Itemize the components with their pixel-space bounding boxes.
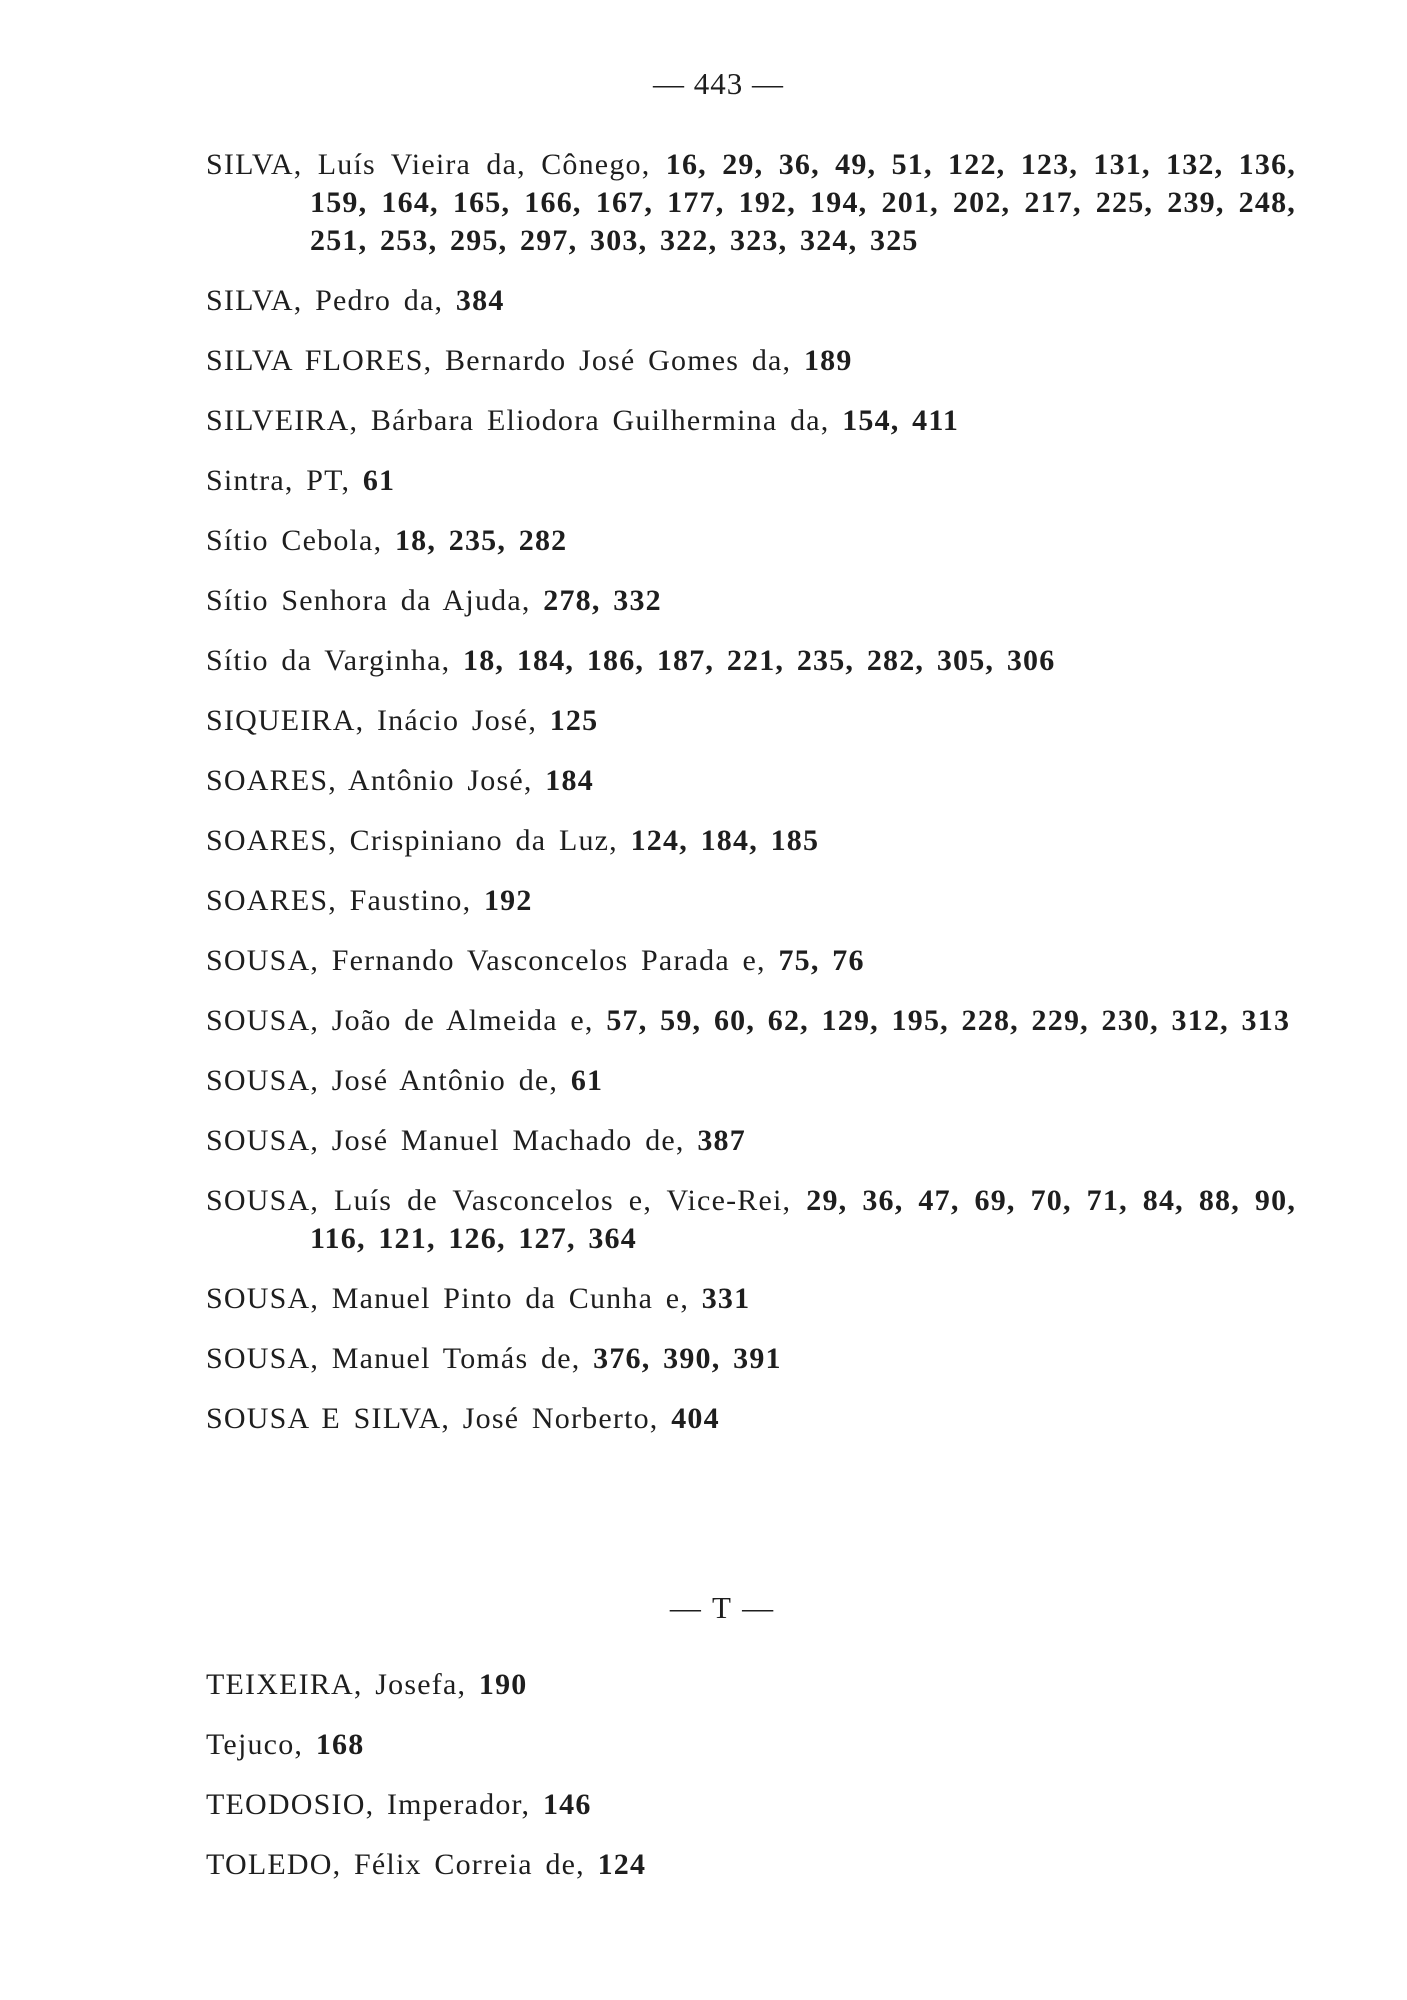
entry-pages: 190	[478, 1668, 528, 1701]
index-entry	[206, 882, 1296, 920]
index-entry	[206, 1400, 1296, 1438]
entry-name: SOARES, Faustino,	[206, 884, 472, 917]
entry-name: SILVEIRA, Bárbara Eliodora Guilhermina da,	[206, 404, 830, 437]
entry-pages: 61	[570, 1064, 604, 1097]
entry-name: SOUSA, Manuel Pinto da Cunha e,	[206, 1282, 690, 1315]
index-entry	[206, 1280, 1296, 1318]
index-entry	[206, 462, 1296, 500]
index-entry	[206, 402, 1296, 440]
entry-name: SILVA, Luís Vieira da, Cônego,	[206, 148, 651, 181]
index-entry	[206, 1726, 1296, 1764]
index-entry	[206, 942, 1296, 980]
entry-name: SILVA FLORES, Bernardo José Gomes da,	[206, 344, 792, 377]
index-entry	[206, 1122, 1296, 1160]
entry-name: Sintra, PT,	[206, 464, 351, 497]
entry-pages: 125	[549, 704, 599, 737]
index-entries-s	[206, 146, 1296, 1460]
entry-pages: 124, 184, 185	[630, 824, 820, 857]
index-entry	[206, 822, 1296, 860]
index-entry	[206, 1062, 1296, 1100]
index-entry	[206, 1340, 1296, 1378]
entry-pages: 184	[545, 764, 594, 797]
entry-pages: 61	[362, 464, 396, 497]
index-entry	[206, 582, 1296, 620]
entry-name: SILVA, Pedro da,	[206, 284, 444, 317]
entry-pages: 331	[701, 1282, 751, 1315]
entry-name: SOUSA E SILVA, José Norberto,	[206, 1402, 659, 1435]
index-entries-t	[206, 1666, 1296, 1906]
entry-name: SOUSA, Fernando Vasconcelos Parada e,	[206, 944, 766, 977]
entry-pages: 404	[671, 1402, 720, 1435]
index-entry	[206, 1666, 1296, 1704]
index-entry	[206, 1846, 1296, 1884]
entry-pages: 124	[597, 1848, 647, 1881]
entry-pages: 384	[455, 284, 505, 317]
entry-pages: 75, 76	[778, 944, 865, 977]
entry-pages: 376, 390, 391	[593, 1342, 782, 1375]
index-entry	[206, 642, 1296, 680]
section-heading-t: — T —	[669, 1590, 776, 1625]
entry-name: SOUSA, José Antônio de,	[206, 1064, 559, 1097]
index-entry	[206, 702, 1296, 740]
entry-pages: 57, 59, 60, 62, 129, 195, 228, 229, 230, 312, 313	[606, 1004, 1291, 1037]
entry-name: SOUSA, Manuel Tomás de,	[206, 1342, 581, 1375]
index-entry	[206, 146, 1296, 260]
entry-name: SOUSA, José Manuel Machado de,	[206, 1124, 685, 1157]
entry-name: Sítio Senhora da Ajuda,	[206, 584, 531, 617]
entry-pages: 192	[483, 884, 533, 917]
index-entry	[206, 1182, 1296, 1258]
entry-name: TOLEDO, Félix Correia de,	[206, 1848, 585, 1881]
entry-pages: 387	[697, 1124, 746, 1157]
entry-name: SOUSA, João de Almeida e,	[206, 1004, 594, 1037]
entry-pages: 29, 36, 47, 69, 70, 71, 84, 88, 90, 116, 121, 126, 127, 364	[310, 1184, 1297, 1255]
entry-name: SOARES, Antônio José,	[206, 764, 533, 797]
page-number: — 443 —	[653, 66, 784, 101]
entry-name: TEODOSIO, Imperador,	[206, 1788, 531, 1821]
entry-pages: 18, 235, 282	[394, 524, 568, 557]
entry-pages: 16, 29, 36, 49, 51, 122, 123, 131, 132, 136, 159, 164, 165, 166, 167, 177, 192, 194, 201, 202, 217, 225, 239, 248, 251, 253, 295, 297, 303, 322, 323, 324, 325	[310, 148, 1296, 257]
entry-name: Tejuco,	[206, 1728, 304, 1761]
index-entry	[206, 1786, 1296, 1824]
entry-name: SOUSA, Luís de Vasconcelos e, Vice-Rei,	[206, 1184, 792, 1217]
entry-pages: 168	[315, 1728, 365, 1761]
entry-pages: 18, 184, 186, 187, 221, 235, 282, 305, 306	[463, 644, 1056, 677]
entry-name: TEIXEIRA, Josefa,	[206, 1668, 467, 1701]
index-entry	[206, 342, 1296, 380]
index-entry	[206, 282, 1296, 320]
entry-pages: 146	[542, 1788, 592, 1821]
entry-pages: 189	[803, 344, 853, 377]
entry-name: Sítio da Varginha,	[206, 644, 451, 677]
index-entry	[206, 1002, 1296, 1040]
index-entry	[206, 762, 1296, 800]
index-entry	[206, 522, 1296, 560]
entry-pages: 154, 411	[842, 404, 960, 437]
entry-name: SOARES, Crispiniano da Luz,	[206, 824, 618, 857]
entry-name: Sítio Cebola,	[206, 524, 383, 557]
entry-name: SIQUEIRA, Inácio José,	[206, 704, 538, 737]
entry-pages: 278, 332	[543, 584, 662, 617]
